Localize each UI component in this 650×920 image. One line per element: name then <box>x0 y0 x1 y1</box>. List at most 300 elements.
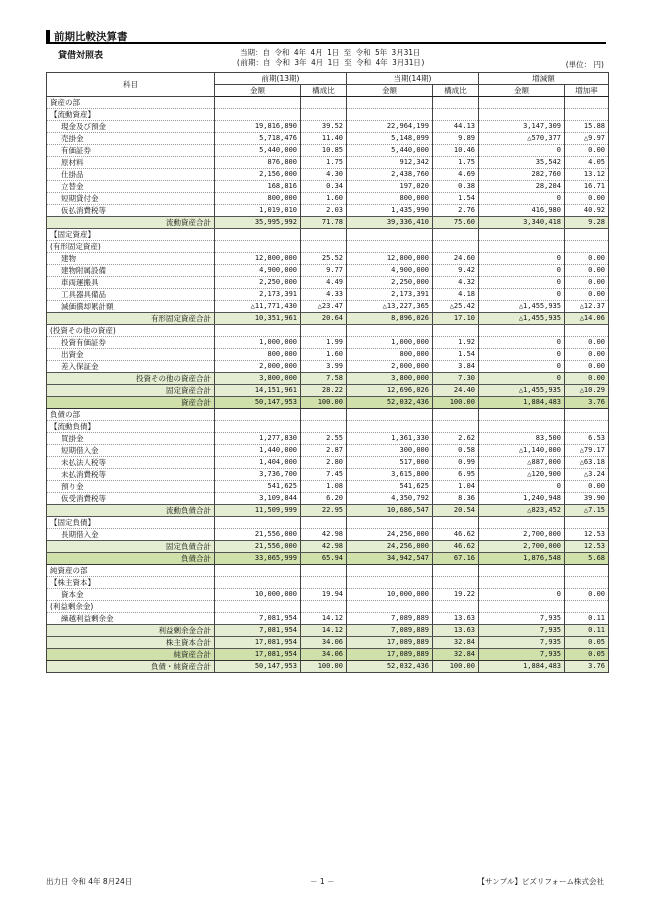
cell-increase-rate <box>565 421 609 433</box>
cell-prev-ratio: 11.40 <box>301 133 347 145</box>
cell-curr-ratio: 9.42 <box>433 265 479 277</box>
cell-curr-ratio: 13.63 <box>433 613 479 625</box>
subtotal-row <box>47 313 609 325</box>
table-row <box>47 433 609 445</box>
cell-curr-amount <box>347 601 433 613</box>
cell-prev-ratio: 2.55 <box>301 433 347 445</box>
cell-prev-amount: 50,147,953 <box>215 661 301 673</box>
cell-curr-amount: 517,000 <box>347 457 433 469</box>
cell-curr-amount: 541,625 <box>347 481 433 493</box>
table-row <box>47 109 609 121</box>
cell-diff-amount <box>479 97 565 109</box>
row-label: (投資その他の資産) <box>47 325 215 337</box>
row-label: 流動負債合計 <box>47 505 215 517</box>
cell-diff-amount: △570,377 <box>479 133 565 145</box>
cell-curr-ratio: 100.00 <box>433 397 479 409</box>
cell-prev-amount: 19,816,890 <box>215 121 301 133</box>
table-row <box>47 445 609 457</box>
current-period: 当期：自 令和 4年 4月 1日 至 令和 5年 3月31日 <box>240 48 421 57</box>
cell-curr-amount <box>347 565 433 577</box>
cell-curr-ratio <box>433 577 479 589</box>
cell-increase-rate: 12.53 <box>565 529 609 541</box>
cell-curr-ratio: 1.75 <box>433 157 479 169</box>
cell-diff-amount: 0 <box>479 481 565 493</box>
cell-diff-amount: 2,700,000 <box>479 541 565 553</box>
cell-diff-amount: 0 <box>479 265 565 277</box>
cell-curr-amount: 52,032,436 <box>347 397 433 409</box>
table-row <box>47 469 609 481</box>
cell-prev-amount: 21,556,000 <box>215 541 301 553</box>
cell-increase-rate: 16.71 <box>565 181 609 193</box>
statement-subtitle: 貸借対照表 <box>58 51 104 61</box>
cell-prev-amount <box>215 97 301 109</box>
cell-prev-amount: 2,000,000 <box>215 361 301 373</box>
column-header-curr-ratio: 構成比 <box>433 85 479 97</box>
row-label: 建物附属設備 <box>47 265 215 277</box>
cell-curr-amount <box>347 421 433 433</box>
cell-curr-amount: 300,000 <box>347 445 433 457</box>
table-row <box>47 181 609 193</box>
cell-curr-amount: 2,173,391 <box>347 289 433 301</box>
cell-increase-rate: 0.00 <box>565 481 609 493</box>
table-row <box>47 97 609 109</box>
cell-curr-amount: 24,256,000 <box>347 529 433 541</box>
cell-prev-amount: 800,000 <box>215 349 301 361</box>
row-label: 仮払消費税等 <box>47 205 215 217</box>
cell-prev-amount: △11,771,430 <box>215 301 301 313</box>
table-row <box>47 349 609 361</box>
cell-increase-rate: 0.11 <box>565 625 609 637</box>
row-label: 資本金 <box>47 589 215 601</box>
cell-prev-amount: 10,000,000 <box>215 589 301 601</box>
cell-prev-amount: 2,250,000 <box>215 277 301 289</box>
cell-prev-ratio: 14.12 <box>301 625 347 637</box>
table-row <box>47 601 609 613</box>
table-row <box>47 145 609 157</box>
cell-curr-ratio <box>433 325 479 337</box>
cell-curr-amount: 1,361,330 <box>347 433 433 445</box>
cell-curr-ratio: 75.60 <box>433 217 479 229</box>
cell-curr-ratio <box>433 409 479 421</box>
cell-curr-amount: 10,000,000 <box>347 589 433 601</box>
row-label: 原材料 <box>47 157 215 169</box>
row-label: 投資有価証券 <box>47 337 215 349</box>
cell-diff-amount: 7,935 <box>479 637 565 649</box>
subtotal-row <box>47 625 609 637</box>
cell-curr-amount: 39,336,410 <box>347 217 433 229</box>
cell-prev-amount <box>215 421 301 433</box>
cell-curr-amount <box>347 577 433 589</box>
row-label: 売掛金 <box>47 133 215 145</box>
cell-diff-amount: 0 <box>479 253 565 265</box>
cell-curr-amount: 7,089,889 <box>347 625 433 637</box>
cell-curr-amount <box>347 229 433 241</box>
company-name: 【サンプル】ビズリフォーム株式会社 <box>477 877 604 886</box>
grand-total-row <box>47 649 609 661</box>
row-label: 純資産の部 <box>47 565 215 577</box>
cell-increase-rate: 3.76 <box>565 661 609 673</box>
cell-increase-rate: △63.18 <box>565 457 609 469</box>
cell-curr-amount: 2,438,760 <box>347 169 433 181</box>
cell-curr-amount: 5,148,099 <box>347 133 433 145</box>
cell-diff-amount: 0 <box>479 277 565 289</box>
row-label: 立替金 <box>47 181 215 193</box>
cell-prev-ratio <box>301 229 347 241</box>
cell-curr-ratio <box>433 109 479 121</box>
cell-diff-amount: 0 <box>479 361 565 373</box>
cell-curr-ratio: 13.63 <box>433 625 479 637</box>
cell-curr-ratio: 10.46 <box>433 145 479 157</box>
table-row <box>47 289 609 301</box>
cell-prev-ratio: 2.80 <box>301 457 347 469</box>
table-row <box>47 613 609 625</box>
row-label: 短期貸付金 <box>47 193 215 205</box>
cell-increase-rate: 0.05 <box>565 649 609 661</box>
cell-curr-amount: 22,964,199 <box>347 121 433 133</box>
cell-prev-amount: 1,019,010 <box>215 205 301 217</box>
cell-prev-ratio <box>301 517 347 529</box>
cell-curr-ratio: 4.69 <box>433 169 479 181</box>
cell-curr-ratio: 20.54 <box>433 505 479 517</box>
subtotal-row <box>47 217 609 229</box>
table-row <box>47 265 609 277</box>
subtotal-row <box>47 505 609 517</box>
row-label: 減価償却累計額 <box>47 301 215 313</box>
cell-curr-amount: 7,089,889 <box>347 613 433 625</box>
cell-increase-rate: 13.12 <box>565 169 609 181</box>
cell-curr-ratio: 6.95 <box>433 469 479 481</box>
cell-curr-ratio: 1.04 <box>433 481 479 493</box>
cell-diff-amount: △823,452 <box>479 505 565 517</box>
cell-increase-rate: △79.17 <box>565 445 609 457</box>
row-label: 負債・純資産合計 <box>47 661 215 673</box>
row-label: 利益剰余金合計 <box>47 625 215 637</box>
cell-prev-amount <box>215 325 301 337</box>
row-label: 預り金 <box>47 481 215 493</box>
cell-curr-amount: 24,256,000 <box>347 541 433 553</box>
cell-increase-rate <box>565 325 609 337</box>
cell-diff-amount: 1,884,483 <box>479 397 565 409</box>
row-label: 負債合計 <box>47 553 215 565</box>
cell-curr-amount: 800,000 <box>347 349 433 361</box>
cell-curr-ratio: 2.76 <box>433 205 479 217</box>
cell-prev-ratio: 71.78 <box>301 217 347 229</box>
cell-prev-ratio <box>301 601 347 613</box>
table-row <box>47 253 609 265</box>
cell-increase-rate <box>565 229 609 241</box>
cell-diff-amount: 28,204 <box>479 181 565 193</box>
table-row <box>47 229 609 241</box>
previous-period: (前期：自 令和 3年 4月 1日 至 令和 4年 3月31日) <box>236 58 426 67</box>
cell-prev-ratio: 1.60 <box>301 193 347 205</box>
cell-increase-rate: 0.00 <box>565 349 609 361</box>
subtotal-row <box>47 373 609 385</box>
cell-prev-ratio <box>301 565 347 577</box>
row-label: 【固定負債】 <box>47 517 215 529</box>
subtotal-row <box>47 541 609 553</box>
cell-increase-rate: △3.24 <box>565 469 609 481</box>
cell-curr-amount: 1,000,000 <box>347 337 433 349</box>
cell-diff-amount: 0 <box>479 373 565 385</box>
cell-diff-amount: 35,542 <box>479 157 565 169</box>
cell-prev-amount: 1,000,000 <box>215 337 301 349</box>
table-row <box>47 157 609 169</box>
cell-curr-ratio: 32.84 <box>433 649 479 661</box>
table-row <box>47 301 609 313</box>
cell-increase-rate: 0.00 <box>565 253 609 265</box>
cell-curr-ratio: 32.84 <box>433 637 479 649</box>
cell-curr-amount <box>347 241 433 253</box>
cell-increase-rate: 0.00 <box>565 289 609 301</box>
row-label: 【固定資産】 <box>47 229 215 241</box>
row-label: 固定負債合計 <box>47 541 215 553</box>
table-row <box>47 565 609 577</box>
cell-prev-amount <box>215 517 301 529</box>
cell-curr-ratio: 100.00 <box>433 661 479 673</box>
cell-diff-amount: 7,935 <box>479 649 565 661</box>
cell-diff-amount <box>479 577 565 589</box>
cell-prev-amount <box>215 241 301 253</box>
cell-curr-ratio: 3.84 <box>433 361 479 373</box>
cell-prev-amount: 17,081,954 <box>215 649 301 661</box>
cell-increase-rate: 0.00 <box>565 589 609 601</box>
row-label: (有形固定資産) <box>47 241 215 253</box>
cell-prev-amount: 1,404,000 <box>215 457 301 469</box>
cell-diff-amount: 0 <box>479 337 565 349</box>
cell-curr-ratio: 1.54 <box>433 193 479 205</box>
table-row <box>47 121 609 133</box>
cell-prev-ratio <box>301 97 347 109</box>
cell-prev-amount: 541,625 <box>215 481 301 493</box>
cell-prev-ratio: 7.58 <box>301 373 347 385</box>
cell-increase-rate: 0.05 <box>565 637 609 649</box>
cell-diff-amount <box>479 421 565 433</box>
cell-diff-amount <box>479 565 565 577</box>
cell-diff-amount: 83,500 <box>479 433 565 445</box>
cell-curr-amount: 17,089,889 <box>347 637 433 649</box>
cell-curr-amount <box>347 109 433 121</box>
cell-prev-ratio: 42.98 <box>301 529 347 541</box>
cell-prev-ratio: 1.08 <box>301 481 347 493</box>
row-label: 株主資本合計 <box>47 637 215 649</box>
cell-increase-rate: 0.00 <box>565 193 609 205</box>
row-label: 差入保証金 <box>47 361 215 373</box>
cell-increase-rate <box>565 97 609 109</box>
cell-curr-amount: 1,435,990 <box>347 205 433 217</box>
cell-increase-rate: 0.00 <box>565 277 609 289</box>
cell-increase-rate: △12.37 <box>565 301 609 313</box>
page-number: － 1 － <box>310 877 335 886</box>
row-label: 繰越利益剰余金 <box>47 613 215 625</box>
table-row <box>47 493 609 505</box>
cell-curr-ratio: 24.60 <box>433 253 479 265</box>
cell-curr-ratio: 1.92 <box>433 337 479 349</box>
row-label: 資産合計 <box>47 397 215 409</box>
cell-curr-ratio: △25.42 <box>433 301 479 313</box>
cell-diff-amount: △1,455,935 <box>479 385 565 397</box>
cell-curr-ratio: 1.54 <box>433 349 479 361</box>
cell-prev-ratio: 100.00 <box>301 661 347 673</box>
cell-curr-ratio <box>433 421 479 433</box>
cell-prev-ratio: 28.22 <box>301 385 347 397</box>
cell-curr-amount: △13,227,365 <box>347 301 433 313</box>
cell-prev-ratio: 3.99 <box>301 361 347 373</box>
row-label: 買掛金 <box>47 433 215 445</box>
cell-diff-amount: 7,935 <box>479 613 565 625</box>
cell-increase-rate: 5.68 <box>565 553 609 565</box>
cell-prev-amount: 17,081,954 <box>215 637 301 649</box>
cell-prev-ratio: 4.33 <box>301 289 347 301</box>
cell-prev-amount: 3,800,000 <box>215 373 301 385</box>
cell-prev-ratio: 34.06 <box>301 649 347 661</box>
cell-prev-amount: 5,440,000 <box>215 145 301 157</box>
cell-curr-amount: 2,250,000 <box>347 277 433 289</box>
cell-curr-ratio <box>433 241 479 253</box>
row-label: 資産の部 <box>47 97 215 109</box>
cell-prev-amount <box>215 229 301 241</box>
table-row <box>47 133 609 145</box>
cell-diff-amount <box>479 109 565 121</box>
cell-diff-amount: △1,140,000 <box>479 445 565 457</box>
output-date: 出力日 令和 4年 8月24日 <box>46 877 133 886</box>
cell-curr-ratio <box>433 565 479 577</box>
cell-diff-amount <box>479 601 565 613</box>
cell-curr-amount: 3,800,000 <box>347 373 433 385</box>
cell-prev-amount: 3,736,700 <box>215 469 301 481</box>
cell-increase-rate <box>565 409 609 421</box>
cell-prev-ratio <box>301 241 347 253</box>
cell-diff-amount <box>479 229 565 241</box>
cell-prev-amount <box>215 409 301 421</box>
cell-diff-amount: △1,455,935 <box>479 301 565 313</box>
cell-prev-ratio: 22.95 <box>301 505 347 517</box>
cell-increase-rate: 9.28 <box>565 217 609 229</box>
cell-curr-amount: 34,942,547 <box>347 553 433 565</box>
column-header-diff: 増減額 <box>479 73 609 85</box>
row-label: 車両運搬具 <box>47 277 215 289</box>
document-title: 前期比較決算書 <box>46 30 606 44</box>
cell-curr-amount: 12,696,026 <box>347 385 433 397</box>
cell-increase-rate <box>565 109 609 121</box>
cell-curr-ratio <box>433 517 479 529</box>
cell-prev-amount: 35,995,992 <box>215 217 301 229</box>
cell-curr-ratio: 0.58 <box>433 445 479 457</box>
column-header-prev-ratio: 構成比 <box>301 85 347 97</box>
cell-curr-amount: 4,900,000 <box>347 265 433 277</box>
cell-prev-ratio <box>301 409 347 421</box>
cell-increase-rate: △10.29 <box>565 385 609 397</box>
subtotal-row <box>47 637 609 649</box>
row-label: 短期借入金 <box>47 445 215 457</box>
column-header-increase-rate: 増加率 <box>565 85 609 97</box>
cell-prev-amount: 11,509,999 <box>215 505 301 517</box>
cell-curr-ratio: 46.62 <box>433 529 479 541</box>
cell-diff-amount: 1,240,948 <box>479 493 565 505</box>
cell-prev-amount: 33,065,999 <box>215 553 301 565</box>
cell-increase-rate: 3.76 <box>565 397 609 409</box>
cell-prev-ratio: 1.60 <box>301 349 347 361</box>
row-label: 流動資産合計 <box>47 217 215 229</box>
cell-increase-rate: 40.92 <box>565 205 609 217</box>
cell-increase-rate: △9.97 <box>565 133 609 145</box>
cell-curr-ratio: 0.38 <box>433 181 479 193</box>
cell-prev-amount: 4,900,000 <box>215 265 301 277</box>
cell-curr-amount: 17,089,889 <box>347 649 433 661</box>
cell-curr-amount: 8,896,026 <box>347 313 433 325</box>
cell-increase-rate <box>565 577 609 589</box>
cell-curr-amount: 12,800,000 <box>347 253 433 265</box>
cell-prev-ratio: 20.64 <box>301 313 347 325</box>
cell-curr-amount: 4,350,792 <box>347 493 433 505</box>
cell-increase-rate: 39.90 <box>565 493 609 505</box>
column-header-diff-amount: 金額 <box>479 85 565 97</box>
subtotal-row <box>47 385 609 397</box>
cell-curr-ratio: 7.30 <box>433 373 479 385</box>
row-label: 建物 <box>47 253 215 265</box>
cell-increase-rate: 15.88 <box>565 121 609 133</box>
cell-prev-ratio: 2.03 <box>301 205 347 217</box>
cell-prev-amount: 5,718,476 <box>215 133 301 145</box>
cell-curr-amount: 5,440,000 <box>347 145 433 157</box>
cell-curr-ratio: 0.99 <box>433 457 479 469</box>
cell-prev-ratio: 65.94 <box>301 553 347 565</box>
cell-prev-ratio: 2.87 <box>301 445 347 457</box>
row-label: 出資金 <box>47 349 215 361</box>
cell-diff-amount: △1,455,935 <box>479 313 565 325</box>
cell-prev-ratio: 10.85 <box>301 145 347 157</box>
row-label: 投資その他の資産合計 <box>47 373 215 385</box>
cell-prev-ratio: 14.12 <box>301 613 347 625</box>
cell-diff-amount <box>479 241 565 253</box>
cell-curr-ratio: 44.13 <box>433 121 479 133</box>
row-label: 純資産合計 <box>47 649 215 661</box>
cell-prev-amount: 800,000 <box>215 193 301 205</box>
cell-increase-rate <box>565 517 609 529</box>
cell-curr-amount: 912,342 <box>347 157 433 169</box>
cell-prev-amount <box>215 577 301 589</box>
cell-prev-ratio: 0.34 <box>301 181 347 193</box>
table-row <box>47 169 609 181</box>
cell-increase-rate: 0.00 <box>565 145 609 157</box>
cell-prev-ratio: 25.52 <box>301 253 347 265</box>
row-label: 未払消費税等 <box>47 469 215 481</box>
cell-prev-ratio: 34.06 <box>301 637 347 649</box>
table-row <box>47 517 609 529</box>
balance-sheet-table <box>46 72 609 673</box>
column-header-curr-amount: 金額 <box>347 85 433 97</box>
grand-total-row <box>47 553 609 565</box>
cell-diff-amount: 3,147,309 <box>479 121 565 133</box>
row-label: 【流動負債】 <box>47 421 215 433</box>
cell-curr-amount <box>347 97 433 109</box>
cell-prev-ratio: 7.45 <box>301 469 347 481</box>
cell-increase-rate: 0.00 <box>565 337 609 349</box>
row-label: 仮受消費税等 <box>47 493 215 505</box>
cell-increase-rate <box>565 601 609 613</box>
cell-prev-amount: 168,816 <box>215 181 301 193</box>
column-header-prev: 前期(13期) <box>215 73 347 85</box>
table-row <box>47 277 609 289</box>
cell-prev-amount: 1,440,000 <box>215 445 301 457</box>
table-row <box>47 577 609 589</box>
cell-increase-rate: △14.06 <box>565 313 609 325</box>
cell-prev-amount <box>215 601 301 613</box>
row-label: 【流動資産】 <box>47 109 215 121</box>
row-label: 固定資産合計 <box>47 385 215 397</box>
cell-diff-amount: △887,000 <box>479 457 565 469</box>
row-label: 現金及び預金 <box>47 121 215 133</box>
table-row <box>47 337 609 349</box>
